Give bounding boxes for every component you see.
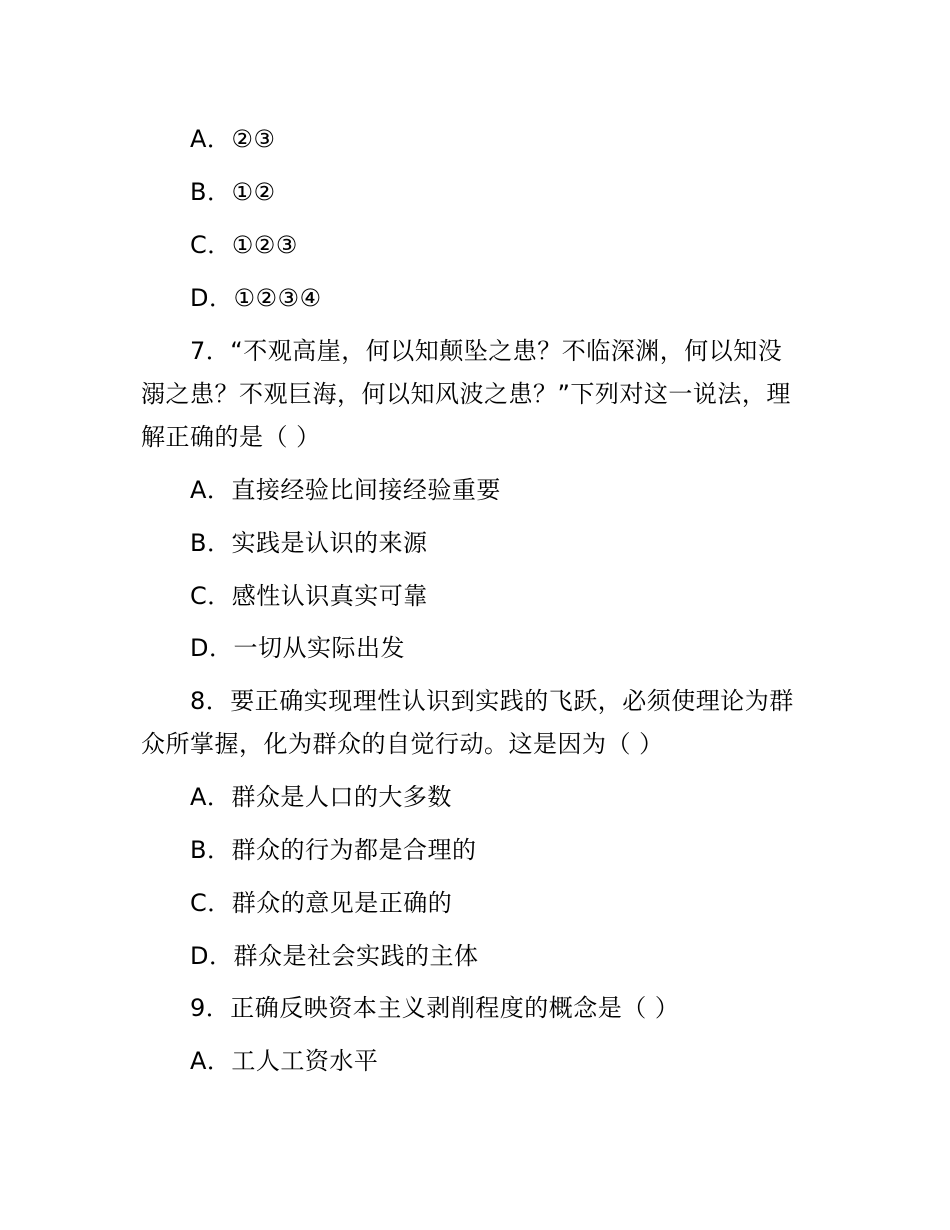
q7-option-b: B．实践是认识的来源 — [190, 529, 428, 557]
q8-option-b: B．群众的行为都是合理的 — [190, 836, 477, 864]
q7-stem-line-1: 7．“不观高崖，何以知颠坠之患？不临深渊，何以知没 — [190, 337, 783, 365]
q9-stem-line-1: 9．正确反映资本主义剥削程度的概念是（ ） — [190, 994, 680, 1022]
q8-option-a: A．群众是人口的大多数 — [190, 783, 452, 811]
q7-option-d: D．一切从实际出发 — [190, 634, 405, 662]
q6-option-c: C．①②③ — [190, 231, 298, 259]
q8-stem-line-2: 众所掌握，化为群众的自觉行动。这是因为（ ） — [141, 730, 664, 758]
q6-option-a: A．②③ — [190, 125, 276, 153]
q6-option-d: D．①②③④ — [190, 284, 322, 312]
q8-stem-line-1: 8．要正确实现理性认识到实践的飞跃，必须使理论为群 — [190, 687, 794, 715]
q9-option-a: A．工人工资水平 — [190, 1047, 379, 1075]
q8-option-c: C．群众的意见是正确的 — [190, 889, 453, 917]
q7-option-a: A．直接经验比间接经验重要 — [190, 476, 501, 504]
q8-option-d: D．群众是社会实践的主体 — [190, 942, 479, 970]
q7-option-c: C．感性认识真实可靠 — [190, 582, 428, 610]
q7-stem-line-3: 解正确的是（ ） — [141, 423, 321, 451]
q6-option-b: B．①② — [190, 178, 276, 206]
q7-stem-line-2: 溺之患？不观巨海，何以知风波之患？”下列对这一说法，理 — [141, 380, 791, 408]
